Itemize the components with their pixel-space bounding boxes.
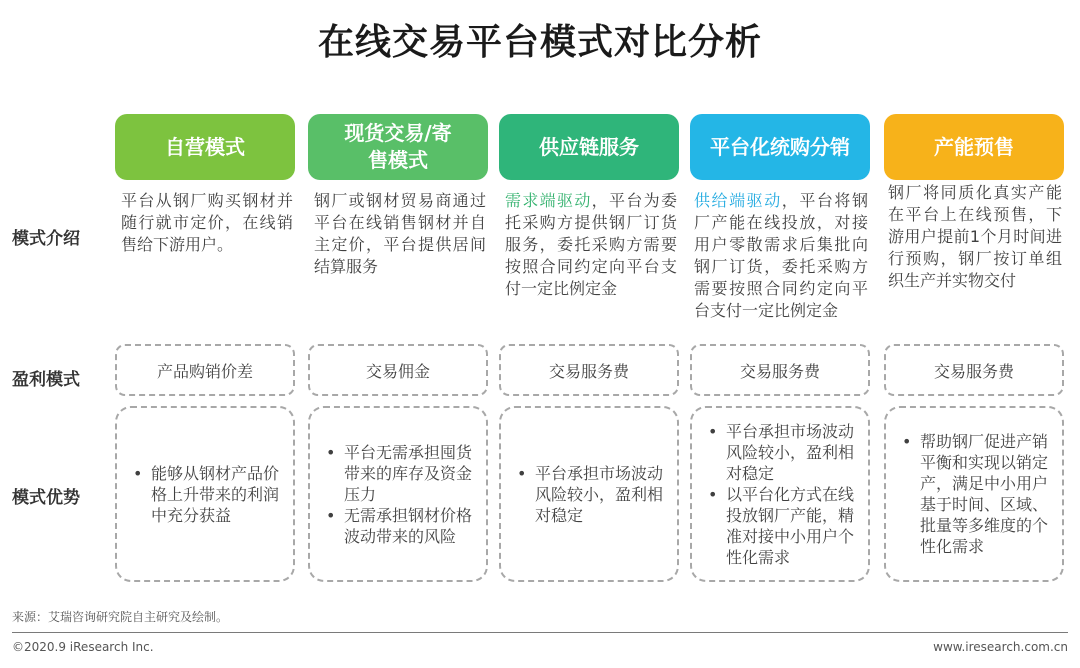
advantage-item: • 以平台化方式在线投放钢厂产能，精准对接中小用户个性化需求 [708, 484, 855, 567]
profit-spot-consignment: 交易佣金 [308, 344, 488, 396]
footer-divider [12, 632, 1068, 633]
page-title: 在线交易平台模式对比分析 [317, 22, 762, 63]
advantage-supply-chain [499, 406, 679, 582]
intro-highlight: 供给端驱动 [694, 191, 782, 210]
profit-platform-distribution: 交易服务费 [690, 344, 870, 396]
row-label-profit: 盈利模式 [12, 370, 80, 390]
advantage-spot-consignment [308, 406, 488, 582]
row-label-advantage: 模式优势 [12, 488, 80, 508]
header-capacity-presale: 产能预售 [884, 114, 1064, 180]
advantage-item: • 无需承担钢材价格波动带来的风险 [326, 505, 473, 546]
intro-text: 平台从钢厂购买钢材并随行就市定价，在线销售给下游用户。 [121, 191, 293, 254]
website-url: www.iresearch.com.cn [933, 640, 1068, 654]
copyright: ©2020.9 iResearch Inc. [12, 640, 154, 654]
profit-capacity-presale: 交易服务费 [884, 344, 1064, 396]
intro-self-operated [121, 190, 293, 256]
profit-self-operated: 产品购销价差 [115, 344, 295, 396]
intro-spot-consignment [314, 190, 486, 278]
header-spot-consignment: 现货交易/寄售模式 [308, 114, 488, 180]
advantage-item: • 平台无需承担囤货带来的库存及资金压力 [326, 442, 473, 504]
intro-text: ，平台为委托采购方提供钢厂订货服务，委托采购方需要按照合同约定向平台支付一定比例定金 [505, 191, 677, 298]
advantage-capacity-presale [884, 406, 1064, 582]
intro-capacity-presale [888, 182, 1062, 292]
intro-platform-distribution [694, 190, 868, 322]
source-note: 来源：艾瑞咨询研究院自主研究及绘制。 [12, 610, 229, 624]
advantage-item: • 帮助钢厂促进产销平衡和实现以销定产，满足中小用户基于时间、区域、批量等多维度的个性化需求 [902, 432, 1049, 556]
advantage-item: • 平台承担市场波动风险较小，盈利相对稳定 [708, 421, 855, 483]
profit-supply-chain: 交易服务费 [499, 344, 679, 396]
header-self-operated: 自营模式 [115, 114, 295, 180]
header-supply-chain: 供应链服务 [499, 114, 679, 180]
intro-text: 钢厂或钢材贸易商通过平台在线销售钢材并自主定价，平台提供居间结算服务 [314, 191, 486, 276]
advantage-item: • 平台承担市场波动风险较小，盈利相对稳定 [517, 463, 664, 525]
intro-supply-chain [505, 190, 677, 300]
intro-text: 钢厂将同质化真实产能在平台上在线预售，下游用户提前1个月时间进行预购，钢厂按订单组织生产并实物交付 [888, 183, 1062, 290]
advantage-item: • 能够从钢材产品价格上升带来的利润中充分获益 [133, 463, 280, 525]
advantage-platform-distribution [690, 406, 870, 582]
intro-text: ，平台将钢厂产能在线投放，对接用户零散需求后集批向钢厂订货，委托采购方需要按照合同约定向平台支付一定比例定金 [694, 191, 868, 320]
row-label-intro: 模式介绍 [12, 229, 80, 249]
advantage-self-operated [115, 406, 295, 582]
intro-highlight: 需求端驱动 [505, 191, 592, 210]
header-platform-distribution: 平台化统购分销 [690, 114, 870, 180]
